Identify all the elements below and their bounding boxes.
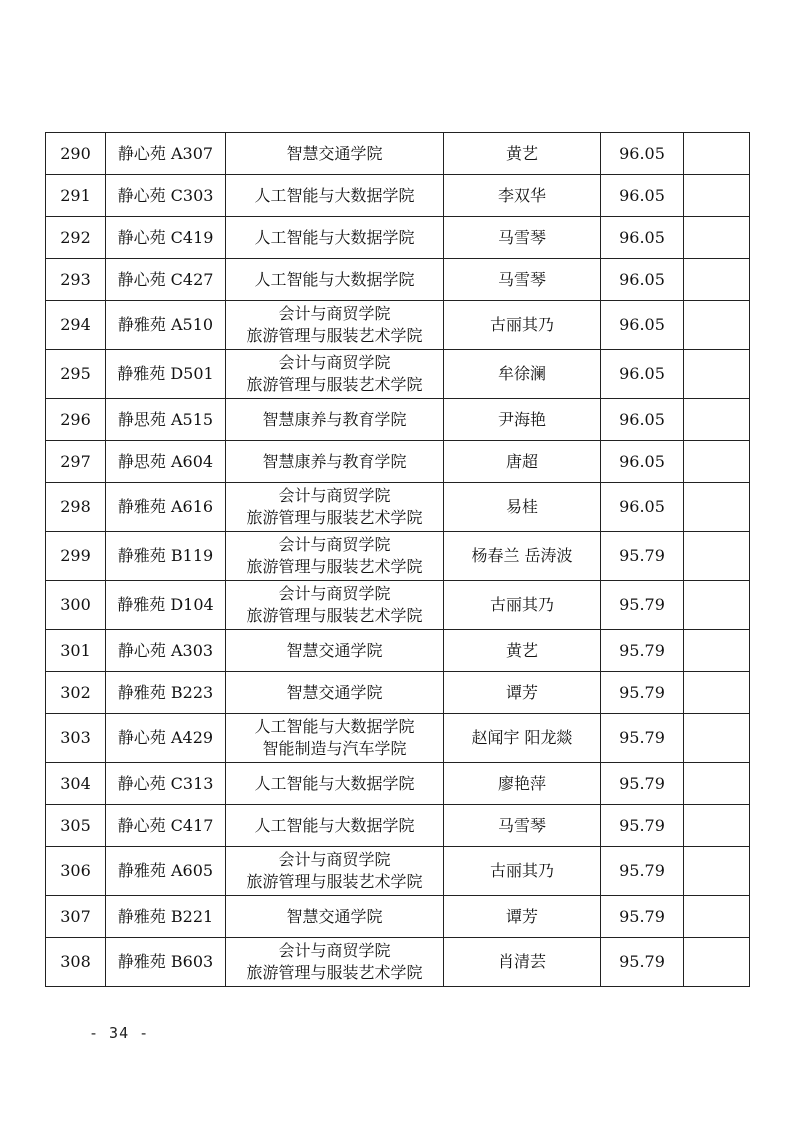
score-cell: 95.79: [601, 847, 684, 896]
college-name: 会计与商贸学院: [278, 486, 391, 505]
college-name: 人工智能与大数据学院: [254, 773, 415, 793]
counselor-name-cell: 李双华: [444, 175, 601, 217]
college-name: 会计与商贸学院: [278, 535, 391, 554]
row-number-cell: 296: [46, 399, 106, 441]
table-row: [46, 133, 750, 175]
table-row: [46, 763, 750, 805]
remark-cell: [684, 714, 750, 763]
dorm-room-cell: 静心苑 A429: [106, 714, 226, 763]
score-cell: 96.05: [601, 301, 684, 350]
college-name: 旅游管理与服装艺术学院: [246, 508, 423, 527]
score-cell: 95.79: [601, 581, 684, 630]
college-name: 智慧康养与教育学院: [262, 409, 407, 429]
row-number-cell: 302: [46, 672, 106, 714]
table-row: [46, 175, 750, 217]
row-number-cell: 290: [46, 133, 106, 175]
row-number-cell: 292: [46, 217, 106, 259]
college-cell: [226, 399, 444, 441]
college-name: 人工智能与大数据学院: [254, 269, 415, 289]
counselor-name-cell: 马雪琴: [444, 259, 601, 301]
row-number-cell: 299: [46, 532, 106, 581]
dorm-room-cell: 静雅苑 A616: [106, 483, 226, 532]
dorm-room-cell: 静心苑 C419: [106, 217, 226, 259]
score-cell: 95.79: [601, 763, 684, 805]
college-name: 旅游管理与服装艺术学院: [246, 375, 423, 394]
dormitory-score-table: [45, 132, 750, 987]
college-name: 智慧康养与教育学院: [262, 451, 407, 471]
college-cell: [226, 217, 444, 259]
college-cell: [226, 301, 444, 350]
college-name: 旅游管理与服装艺术学院: [246, 326, 423, 345]
college-name: 会计与商贸学院: [278, 304, 391, 323]
dorm-room-cell: 静思苑 A515: [106, 399, 226, 441]
table-row: [46, 672, 750, 714]
row-number-cell: 293: [46, 259, 106, 301]
college-cell: [226, 483, 444, 532]
college-name: 会计与商贸学院: [278, 850, 391, 869]
table-row: [46, 896, 750, 938]
table-row: [46, 399, 750, 441]
table-row: [46, 805, 750, 847]
college-name: 人工智能与大数据学院: [254, 717, 415, 736]
score-cell: 95.79: [601, 630, 684, 672]
score-cell: 96.05: [601, 399, 684, 441]
remark-cell: [684, 133, 750, 175]
remark-cell: [684, 805, 750, 847]
remark-cell: [684, 259, 750, 301]
remark-cell: [684, 581, 750, 630]
college-name: 会计与商贸学院: [278, 941, 391, 960]
college-cell: [226, 630, 444, 672]
score-cell: 96.05: [601, 483, 684, 532]
score-cell: 96.05: [601, 441, 684, 483]
college-name: 智慧交通学院: [286, 143, 383, 163]
remark-cell: [684, 399, 750, 441]
row-number-cell: 304: [46, 763, 106, 805]
college-name: 智能制造与汽车学院: [262, 739, 407, 758]
score-cell: 96.05: [601, 133, 684, 175]
dorm-room-cell: 静雅苑 B221: [106, 896, 226, 938]
college-name: 人工智能与大数据学院: [254, 227, 415, 247]
counselor-name-cell: 马雪琴: [444, 805, 601, 847]
college-cell: [226, 763, 444, 805]
dorm-room-cell: 静雅苑 A510: [106, 301, 226, 350]
dorm-room-cell: 静雅苑 D501: [106, 350, 226, 399]
table-row: [46, 217, 750, 259]
remark-cell: [684, 896, 750, 938]
dorm-room-cell: 静雅苑 D104: [106, 581, 226, 630]
row-number-cell: 306: [46, 847, 106, 896]
counselor-name-cell: 易桂: [444, 483, 601, 532]
counselor-name-cell: 尹海艳: [444, 399, 601, 441]
college-cell: [226, 133, 444, 175]
dorm-room-cell: 静心苑 C303: [106, 175, 226, 217]
table-row: [46, 938, 750, 987]
table-row: [46, 532, 750, 581]
college-name: 人工智能与大数据学院: [254, 815, 415, 835]
college-cell: [226, 259, 444, 301]
row-number-cell: 298: [46, 483, 106, 532]
counselor-name-cell: 古丽其乃: [444, 847, 601, 896]
remark-cell: [684, 630, 750, 672]
counselor-name-cell: 肖清芸: [444, 938, 601, 987]
counselor-name-cell: 黄艺: [444, 133, 601, 175]
college-name: 智慧交通学院: [286, 682, 383, 702]
page-number: - 34 -: [89, 1024, 150, 1042]
dorm-room-cell: 静雅苑 B603: [106, 938, 226, 987]
row-number-cell: 301: [46, 630, 106, 672]
dorm-room-cell: 静心苑 A307: [106, 133, 226, 175]
counselor-name-cell: 黄艺: [444, 630, 601, 672]
remark-cell: [684, 441, 750, 483]
dorm-room-cell: 静雅苑 B119: [106, 532, 226, 581]
remark-cell: [684, 217, 750, 259]
college-name: 旅游管理与服装艺术学院: [246, 606, 423, 625]
table-row: [46, 441, 750, 483]
score-cell: 95.79: [601, 714, 684, 763]
dorm-room-cell: 静心苑 C427: [106, 259, 226, 301]
row-number-cell: 308: [46, 938, 106, 987]
dorm-room-cell: 静雅苑 B223: [106, 672, 226, 714]
row-number-cell: 307: [46, 896, 106, 938]
row-number-cell: 303: [46, 714, 106, 763]
dorm-room-cell: 静雅苑 A605: [106, 847, 226, 896]
score-cell: 96.05: [601, 350, 684, 399]
college-cell: [226, 175, 444, 217]
row-number-cell: 294: [46, 301, 106, 350]
table-row: [46, 714, 750, 763]
remark-cell: [684, 483, 750, 532]
college-name: 人工智能与大数据学院: [254, 185, 415, 205]
table-row: [46, 847, 750, 896]
score-cell: 96.05: [601, 175, 684, 217]
dorm-room-cell: 静心苑 C417: [106, 805, 226, 847]
counselor-name-cell: 马雪琴: [444, 217, 601, 259]
row-number-cell: 305: [46, 805, 106, 847]
counselor-name-cell: 赵闻宇 阳龙燚: [444, 714, 601, 763]
table-row: [46, 301, 750, 350]
row-number-cell: 291: [46, 175, 106, 217]
college-name: 会计与商贸学院: [278, 584, 391, 603]
college-name: 旅游管理与服装艺术学院: [246, 963, 423, 982]
college-cell: [226, 938, 444, 987]
score-cell: 95.79: [601, 532, 684, 581]
dorm-room-cell: 静心苑 A303: [106, 630, 226, 672]
table-body: [46, 133, 750, 987]
college-cell: [226, 805, 444, 847]
remark-cell: [684, 938, 750, 987]
college-name: 旅游管理与服装艺术学院: [246, 872, 423, 891]
score-cell: 95.79: [601, 896, 684, 938]
counselor-name-cell: 廖艳萍: [444, 763, 601, 805]
remark-cell: [684, 672, 750, 714]
college-name: 智慧交通学院: [286, 640, 383, 660]
remark-cell: [684, 350, 750, 399]
row-number-cell: 297: [46, 441, 106, 483]
counselor-name-cell: 谭芳: [444, 672, 601, 714]
remark-cell: [684, 532, 750, 581]
score-cell: 96.05: [601, 217, 684, 259]
table-row: [46, 350, 750, 399]
college-cell: [226, 532, 444, 581]
remark-cell: [684, 301, 750, 350]
score-cell: 95.79: [601, 938, 684, 987]
counselor-name-cell: 谭芳: [444, 896, 601, 938]
row-number-cell: 295: [46, 350, 106, 399]
college-cell: [226, 714, 444, 763]
college-cell: [226, 847, 444, 896]
dorm-room-cell: 静思苑 A604: [106, 441, 226, 483]
college-cell: [226, 672, 444, 714]
table-row: [46, 483, 750, 532]
score-cell: 95.79: [601, 805, 684, 847]
score-cell: 95.79: [601, 672, 684, 714]
college-cell: [226, 896, 444, 938]
counselor-name-cell: 杨春兰 岳涛波: [444, 532, 601, 581]
college-name: 智慧交通学院: [286, 906, 383, 926]
remark-cell: [684, 175, 750, 217]
remark-cell: [684, 847, 750, 896]
college-cell: [226, 581, 444, 630]
counselor-name-cell: 古丽其乃: [444, 301, 601, 350]
table-row: [46, 581, 750, 630]
counselor-name-cell: 古丽其乃: [444, 581, 601, 630]
counselor-name-cell: 唐超: [444, 441, 601, 483]
college-name: 会计与商贸学院: [278, 353, 391, 372]
table-row: [46, 630, 750, 672]
college-cell: [226, 441, 444, 483]
table-row: [46, 259, 750, 301]
college-cell: [226, 350, 444, 399]
dorm-room-cell: 静心苑 C313: [106, 763, 226, 805]
row-number-cell: 300: [46, 581, 106, 630]
college-name: 旅游管理与服装艺术学院: [246, 557, 423, 576]
remark-cell: [684, 763, 750, 805]
counselor-name-cell: 牟徐澜: [444, 350, 601, 399]
score-cell: 96.05: [601, 259, 684, 301]
